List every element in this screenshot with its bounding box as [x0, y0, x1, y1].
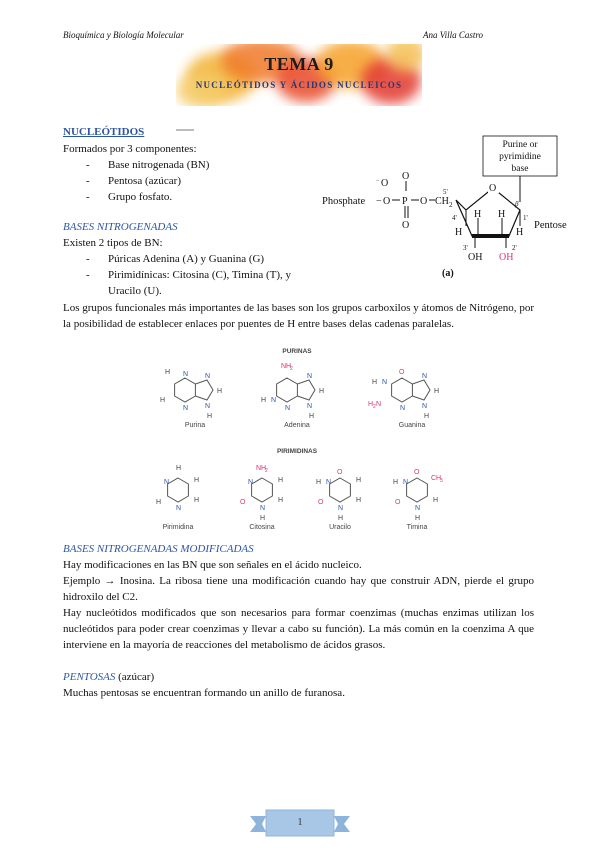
svg-text:N: N — [260, 505, 266, 512]
phosphate-label: Phosphate — [322, 196, 366, 207]
svg-text:H: H — [516, 227, 524, 238]
svg-text:N: N — [183, 371, 189, 378]
pirimidina-structure — [156, 465, 199, 512]
svg-text:O: O — [381, 178, 389, 189]
title-banner — [176, 44, 422, 106]
svg-text:2': 2' — [512, 244, 517, 252]
timina-structure — [393, 469, 443, 522]
svg-text:O: O — [240, 499, 246, 506]
svg-text:O: O — [414, 469, 420, 476]
svg-text:H: H — [316, 479, 322, 486]
svg-text:H: H — [393, 479, 399, 486]
svg-text:N: N — [338, 505, 344, 512]
svg-text:N: N — [415, 505, 421, 512]
svg-text:4': 4' — [452, 214, 457, 222]
svg-text:H: H — [433, 497, 439, 504]
svg-text:H: H — [434, 388, 440, 395]
nitrogenous-bases-figure — [150, 346, 450, 536]
svg-text:H: H — [278, 477, 284, 484]
svg-text:P: P — [402, 196, 408, 207]
figure-caption: (a) — [442, 268, 454, 279]
svg-text:N: N — [271, 397, 277, 404]
list-item: - Pentosa (azúcar) — [86, 175, 181, 187]
base-label: Citosina — [249, 524, 275, 531]
list-item: - Pirimidínicas: Citosina (C), Timina (T), y — [86, 269, 292, 281]
banner-title: TEMA 9 — [264, 54, 334, 74]
svg-text:N: N — [422, 403, 428, 410]
svg-text:H: H — [194, 497, 200, 504]
svg-text:N: N — [205, 373, 211, 380]
base-label: Purina — [184, 422, 206, 429]
svg-text:N: N — [307, 373, 313, 380]
divider — [176, 129, 194, 131]
heading-pentosas: PENTOSAS (azúcar) — [63, 671, 155, 683]
guanina-structure — [368, 369, 439, 420]
svg-text:O: O — [395, 499, 401, 506]
svg-text:−: − — [376, 196, 382, 207]
list-item: - Base nitrogenada (BN) — [86, 159, 210, 171]
svg-text:2: 2 — [265, 468, 268, 474]
base-label: Adenina — [284, 422, 310, 429]
svg-text:N: N — [400, 405, 406, 412]
svg-text:H: H — [356, 477, 362, 484]
svg-text:H: H — [194, 477, 200, 484]
svg-text:H: H — [415, 515, 421, 522]
svg-text:3: 3 — [440, 478, 443, 484]
box-label: base — [511, 164, 529, 174]
modified-paragraph3: Hay nucleótidos modificados que son necesarios para formar coenzimas (muchas enzimas utilizan los nucleótidos para poder crear coenzimas y llevar a cabo su función). La más común en la coenzima A que interviene en la mayoría de reacciones del metabolismo de ácidos grasos. — [63, 607, 534, 651]
purina-structure — [160, 369, 222, 420]
svg-text:H: H — [474, 209, 482, 220]
pentose-label: Pentose — [534, 220, 567, 231]
svg-text:H: H — [217, 388, 223, 395]
svg-text:N: N — [422, 373, 428, 380]
box-label: Purine or — [502, 140, 538, 150]
nucleotidos-intro: Formados por 3 componentes: — [63, 143, 197, 155]
svg-text:N: N — [176, 505, 182, 512]
svg-text:H: H — [356, 497, 362, 504]
svg-text:O: O — [399, 369, 405, 376]
svg-text:OH: OH — [468, 252, 483, 263]
svg-text:2: 2 — [290, 366, 293, 372]
adenina-structure — [261, 363, 324, 420]
svg-text:5': 5' — [443, 188, 448, 196]
svg-text:H: H — [309, 413, 315, 420]
svg-text:H: H — [160, 397, 166, 404]
svg-text:N: N — [382, 379, 388, 386]
purines-title: PURINAS — [282, 348, 312, 355]
svg-text:β: β — [515, 200, 519, 208]
base-label: Timina — [406, 524, 428, 531]
svg-text:H: H — [260, 515, 266, 522]
pentosas-line1: Muchas pentosas se encuentran formando un anillo de furanosa. — [63, 687, 345, 699]
svg-text:CH: CH — [435, 196, 449, 207]
svg-text:H: H — [319, 388, 325, 395]
svg-text:O: O — [318, 499, 324, 506]
citosina-structure — [240, 465, 283, 522]
svg-text:H: H — [372, 379, 378, 386]
svg-text:H: H — [368, 401, 374, 408]
svg-text:−: − — [376, 178, 380, 184]
svg-text:2: 2 — [449, 201, 453, 209]
base-label: Uracilo — [329, 524, 351, 531]
modified-line1: Hay modificaciones en las BN que son señales en el ácido nucleico. — [63, 559, 362, 571]
base-label: Pirimidina — [162, 524, 194, 531]
header-right: Ana Villa Castro — [423, 30, 484, 40]
svg-text:CH: CH — [431, 475, 442, 482]
svg-text:H: H — [498, 209, 506, 220]
svg-text:1': 1' — [523, 214, 528, 222]
svg-text:N: N — [205, 403, 211, 410]
svg-text:NH: NH — [281, 363, 292, 370]
heading-modified-bases: BASES NITROGENADAS MODIFICADAS — [63, 543, 254, 555]
svg-text:NH: NH — [256, 465, 267, 472]
svg-text:N: N — [403, 479, 409, 486]
nucleotide-structure-figure — [318, 134, 580, 280]
svg-text:O: O — [337, 469, 343, 476]
svg-text:H: H — [165, 369, 171, 376]
svg-text:N: N — [248, 479, 254, 486]
header-left: Bioquímica y Biología Molecular — [63, 30, 184, 40]
heading-bases: BASES NITROGENADAS — [63, 221, 178, 233]
svg-text:3': 3' — [463, 244, 468, 252]
svg-text:O: O — [402, 220, 410, 231]
base-label: Guanina — [398, 422, 426, 429]
uracilo-structure — [316, 469, 361, 522]
pyrimidines-title: PIRIMIDINAS — [276, 448, 318, 455]
list-item-continuation: Uracilo (U). — [108, 285, 162, 297]
svg-text:N: N — [164, 479, 170, 486]
list-item: - Púricas Adenina (A) y Guanina (G) — [86, 253, 265, 265]
svg-text:2: 2 — [373, 404, 376, 410]
svg-text:H: H — [455, 227, 463, 238]
bases-paragraph: Los grupos funcionales más importantes de las bases son los grupos carboxilos y átomos de Nitrógeno, por la posibilidad de establecer enlaces por puentes de H entre bases delas cadenas paralelas. — [63, 302, 534, 330]
svg-text:H: H — [278, 497, 284, 504]
svg-text:H: H — [261, 397, 267, 404]
bases-intro: Existen 2 tipos de BN: — [63, 237, 163, 249]
svg-text:N: N — [183, 405, 189, 412]
svg-text:N: N — [326, 479, 332, 486]
svg-text:N: N — [307, 403, 313, 410]
svg-text:O: O — [420, 196, 428, 207]
modified-paragraph2: Ejemplo → Inosina. La ribosa tiene una modificación cuando hay que construir ADN, pierde el grupo hidroxilo del C2. — [63, 575, 534, 603]
svg-text:N: N — [376, 401, 382, 408]
heading-nucleotidos: NUCLEÓTIDOS — [63, 126, 145, 138]
svg-text:H: H — [207, 413, 213, 420]
svg-text:O: O — [383, 196, 391, 207]
svg-text:H: H — [156, 499, 162, 506]
svg-text:N: N — [285, 405, 291, 412]
box-label: pyrimidine — [499, 152, 541, 162]
svg-text:H: H — [424, 413, 430, 420]
svg-text:O: O — [402, 171, 410, 182]
svg-text:H: H — [176, 465, 182, 472]
list-item: - Grupo fosfato. — [86, 191, 173, 203]
page-number: 1 — [297, 817, 303, 828]
svg-text:OH: OH — [499, 252, 514, 263]
svg-text:H: H — [338, 515, 344, 522]
banner-subtitle: NUCLEÓTIDOS Y ÁCIDOS NUCLEICOS — [195, 80, 403, 90]
svg-text:O: O — [489, 183, 497, 194]
